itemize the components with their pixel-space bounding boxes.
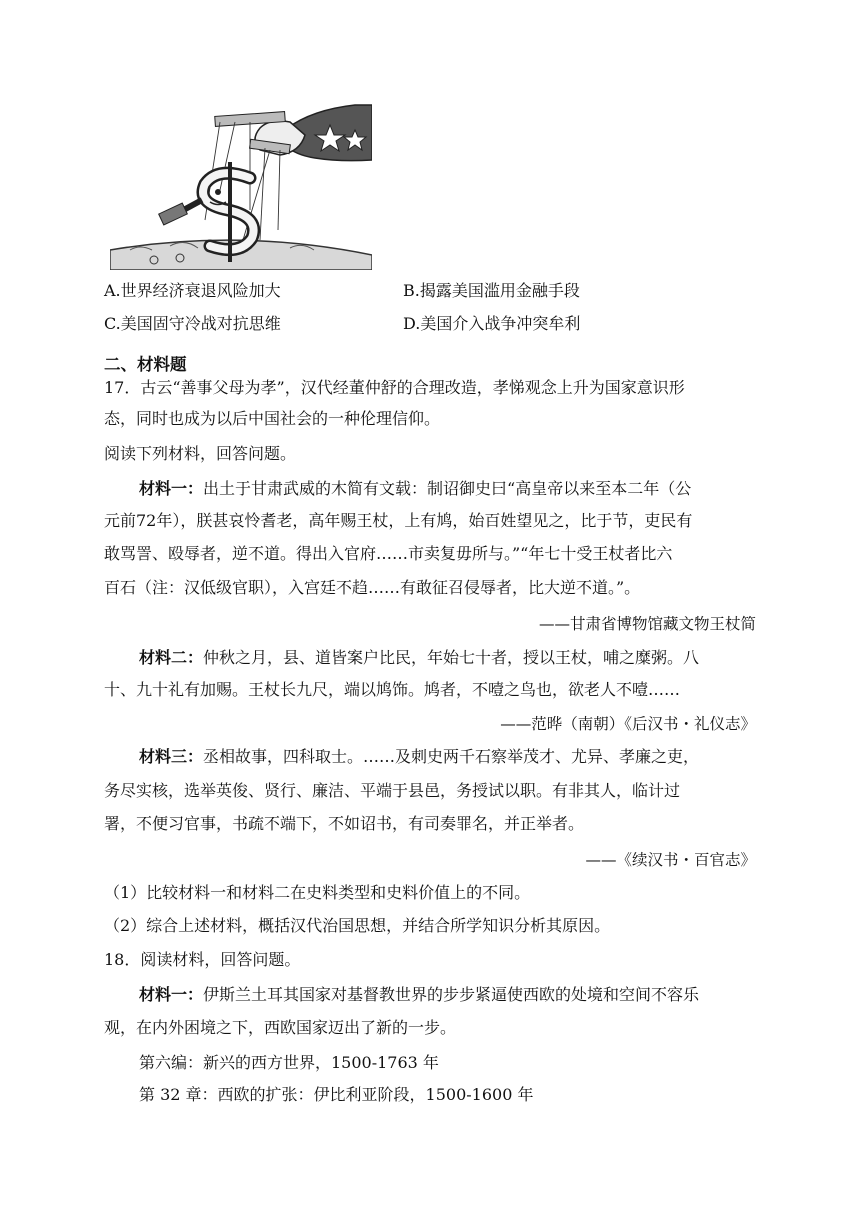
political-cartoon-image <box>110 100 372 270</box>
q17-subquestion-1: （1）比较材料一和材料二在史料类型和史料价值上的不同。 <box>104 883 531 902</box>
q17-material-1-line-3: 敢骂詈、殴辱者，逆不道。得出入官府……市卖复毋所与。”“年七十受王杖者比六 <box>104 544 673 563</box>
material-label: 材料三： <box>139 747 204 766</box>
material-label: 材料一： <box>139 985 204 1004</box>
section-title: 二、材料题 <box>104 355 187 374</box>
option-c: C.美国固守冷战对抗思维 <box>104 314 281 333</box>
q17-prompt: 阅读下列材料，回答问题。 <box>104 444 297 463</box>
q17-material-3-line-1 <box>139 746 699 768</box>
material-text: 仲秋之月，县、道皆案户比民，年始七十者，授以王杖，哺之糜粥。八 <box>203 648 700 667</box>
q17-material-1-line-1 <box>139 478 691 500</box>
material-text: 出土于甘肃武威的木简有文载：制诏御史曰“高皇帝以来至本二年（公 <box>203 479 692 498</box>
q17-material-2-line-1 <box>139 647 699 669</box>
q18-intro: 18．阅读材料，回答问题。 <box>104 950 301 969</box>
material-label: 材料二： <box>139 648 204 667</box>
q17-material-3-line-3: 署，不便习官事，书疏不端下，不如诏书，有司奏罪名，并正举者。 <box>104 814 585 833</box>
q17-material-1-line-2: 元前72年），朕甚哀怜耆老，高年赐王杖，上有鸠，始百姓望见之，比于节，吏民有 <box>104 511 693 530</box>
q17-material-3-source: ——《续汉书・百官志》 <box>585 851 756 869</box>
q17-intro-line-2: 态，同时也成为以后中国社会的一种伦理信仰。 <box>104 409 441 428</box>
q18-toc-line-2: 第 32 章：西欧的扩张：伊比利亚阶段，1500-1600 年 <box>139 1085 534 1104</box>
material-label: 材料一： <box>139 479 204 498</box>
q18-material-1-line-2: 观，在内外困境之下，西欧国家迈出了新的一步。 <box>104 1018 457 1037</box>
q17-intro-line-1: 17．古云“善事父母为孝”，汉代经董仲舒的合理改造，孝悌观念上升为国家意识形 <box>104 378 685 397</box>
material-text: 丞相故事，四科取士。……及刺史两千石察举茂才、尤异、孝廉之吏， <box>203 747 700 766</box>
option-b: B.揭露美国滥用金融手段 <box>403 281 580 300</box>
option-a: A.世界经济衰退风险加大 <box>104 281 281 300</box>
q17-material-2-source: ——范晔（南朝）《后汉书・礼仪志》 <box>500 715 756 733</box>
q18-toc-line-1: 第六编：新兴的西方世界，1500-1763 年 <box>139 1053 439 1072</box>
q17-subquestion-2: （2）综合上述材料，概括汉代治国思想，并结合所学知识分析其原因。 <box>104 916 611 935</box>
q17-material-1-line-4: 百石（注：汉低级官职），入宫廷不趋……有敢征召侵辱者，比大逆不道。”。 <box>104 578 641 597</box>
material-text: 伊斯兰土耳其国家对基督教世界的步步紧逼使西欧的处境和空间不容乐 <box>203 985 700 1004</box>
q17-material-3-line-2: 务尽实核，选举英俊、贤行、廉洁、平端于县邑，务授试以职。有非其人，临计过 <box>104 781 681 800</box>
q18-material-1-line-1 <box>139 984 699 1006</box>
q17-material-2-line-2: 十、九十礼有加赐。王杖长九尺，端以鸠饰。鸠者，不噎之鸟也，欲老人不噎…… <box>104 680 681 699</box>
option-d: D.美国介入战争冲突牟利 <box>403 314 581 333</box>
q17-material-1-source: ——甘肃省博物馆藏文物王杖简 <box>538 615 756 633</box>
